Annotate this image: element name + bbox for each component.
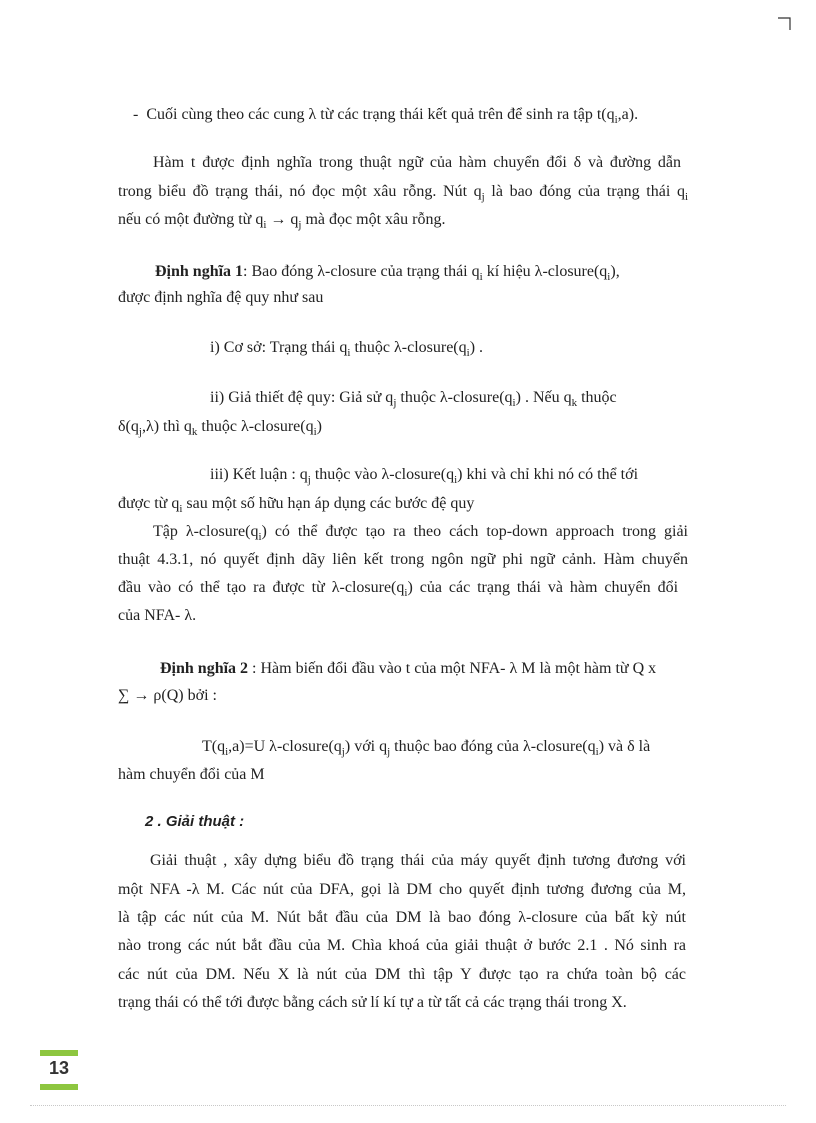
paragraph-line: Hàm t được định nghĩa trong thuật ngữ của hàm chuyển đổi δ và đường dẫn (153, 154, 681, 171)
definition-1-line: được định nghĩa đệ quy như sau (118, 289, 324, 306)
paragraph-line: nếu có một đường từ $q_i \to q_j$ mà đọc một xâu rỗng. (118, 211, 446, 231)
definition-1-item-iii-cont: được từ $q_i$ sau một số hữu hạn áp dụng các bước đệ quy (118, 495, 475, 515)
page-number-bar-bottom (40, 1084, 78, 1090)
page-number: 13 (48, 1058, 70, 1078)
definition-2-label: Định nghĩa 2 (160, 660, 249, 677)
section-title: 2 . Giải thuật : (145, 813, 245, 830)
definition-1-item-ii: ii) Giả thiết đệ quy: Giả sử $q_j$ thuộc $\lambda-closure(q_i)$ . Nếu $q_k$ thuộc (210, 389, 617, 409)
definition-1-label: Định nghĩa 1 (155, 263, 244, 280)
definition-2: Định nghĩa 2 : Hàm biến đổi đầu vào t của một NFA- λ M là một hàm từ Q x (160, 660, 657, 677)
paragraph-line: một NFA -λ M. Các nút của DFA, gọi là DM cho quyết định tương đương của M, (118, 881, 686, 898)
paragraph-line: trạng thái có thể tới được bằng cách sử lí kí tự a từ tất cả các trạng thái trong X. (118, 994, 627, 1011)
paragraph-line: Giải thuật , xây dựng biểu đồ trạng thái của máy quyết định tương đương với (150, 852, 686, 869)
formula-line-cont: hàm chuyển đổi của M (118, 766, 265, 783)
definition-1: Định nghĩa 1: Bao đóng λ-closure của trạng thái $q_i$ kí hiệu $\lambda-closure(q_i)$, (155, 263, 620, 283)
paragraph-line: nào trong các nút bắt đầu của M. Chìa khoá của giải thuật ở bước 2.1 . Nó sinh ra (118, 937, 686, 954)
paragraph-line: thuật 4.3.1, nó quyết định dãy liên kết trong ngôn ngữ phi ngữ cảnh. Hàm chuyển (118, 551, 688, 568)
page-number-badge (40, 1050, 78, 1090)
corner-mark-icon (776, 16, 792, 32)
paragraph-line: của NFA- λ. (118, 607, 197, 624)
definition-2-line: ∑ → ρ(Q) bởi : (118, 687, 217, 704)
definition-1-item-iii: iii) Kết luận : $q_j$ thuộc vào $\lambda-closure(q_i)$ khi và chỉ khi nó có thể tới (210, 466, 639, 486)
page-number-bar-top (40, 1050, 78, 1056)
bullet-line: - Cuối cùng theo các cung λ từ các trạng thái kết quả trên để sinh ra tập $t(q_i,a)$. (133, 106, 639, 126)
paragraph-line: đầu vào có thể tạo ra được từ $\lambda-closure(q_i)$ của các trạng thái và hàm chuyển đổi (118, 579, 679, 599)
paragraph-line: là tập các nút của M. Nút bắt đầu của DM là bao đóng λ-closure của bất kỳ nút (118, 909, 686, 926)
paragraph-line: trong biểu đồ trạng thái, nó đọc một xâu rỗng. Nút $q_j$ là bao đóng của trạng thái $q_i$ (118, 183, 689, 203)
formula-line: $T(q_i,a)=U$ $\lambda-closure(q_j)$ với $q_j$ thuộc bao đóng của $\lambda-closure(q_i)$ và δ là (202, 738, 651, 758)
definition-1-item-i: i) Cơ sở: Trạng thái $q_i$ thuộc $\lambda-closure(q_i)$ . (210, 339, 484, 359)
definition-1-item-ii-cont: $\delta(q_j,\lambda)$ thì $q_k$ thuộc $\lambda-closure(q_i)$ (118, 418, 322, 438)
footer-divider (30, 1105, 786, 1106)
paragraph-line: Tập $\lambda-closure(q_i)$ có thể được tạo ra theo cách top-down approach trong giải (153, 523, 688, 543)
paragraph-line: các nút của DM. Nếu X là nút của DM thì tập Y được tạo ra chứa toàn bộ các (118, 966, 686, 983)
